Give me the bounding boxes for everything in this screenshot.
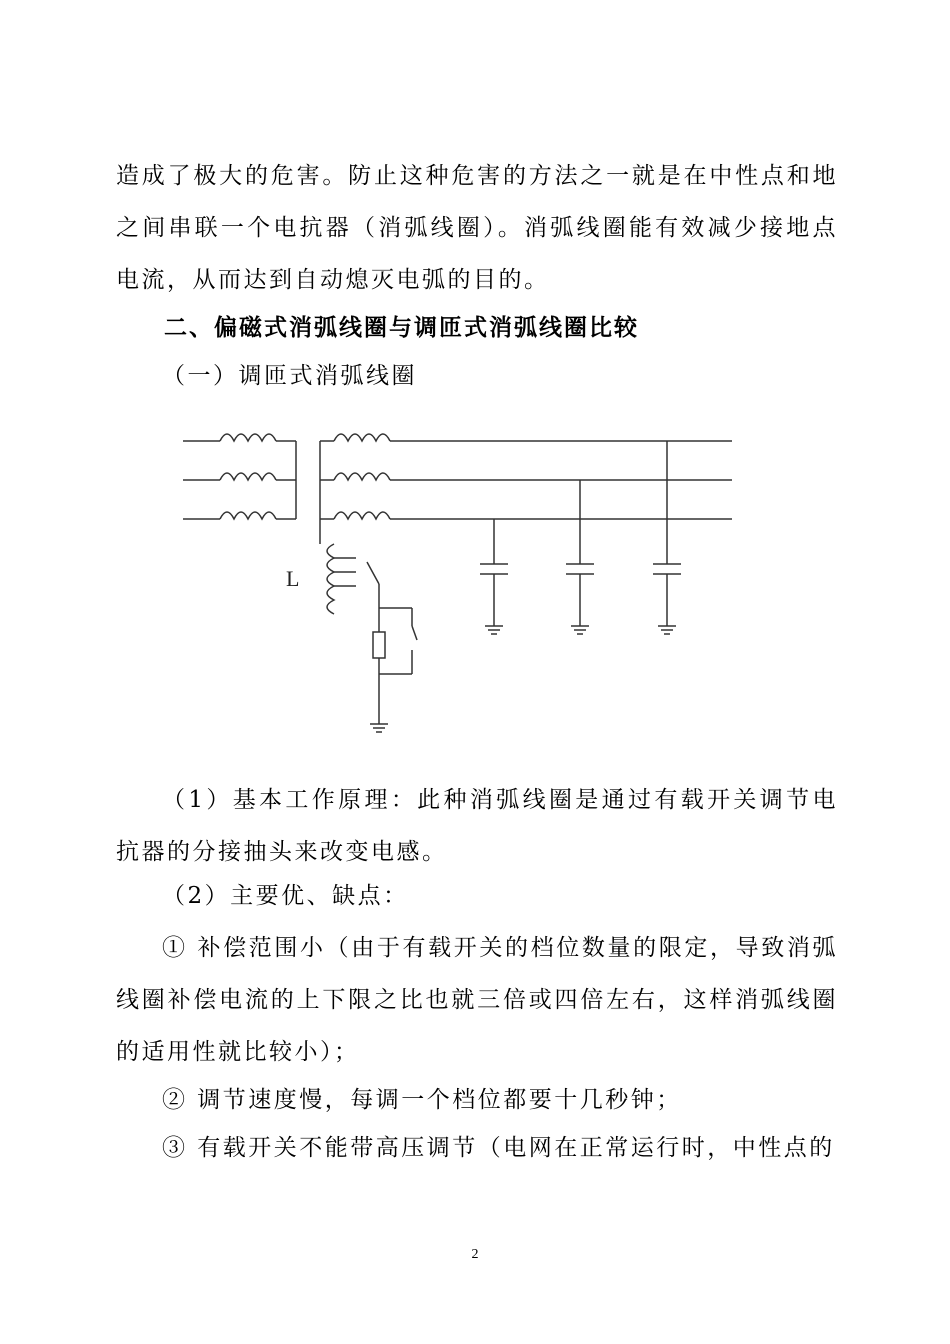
paragraph-intro: 造成了极大的危害。防止这种危害的方法之一就是在中性点和地之间串联一个电抗器（消弧线圈）。消弧线圈能有效减少接地点电流，从而达到自动熄灭电弧的目的。	[116, 163, 838, 293]
arc-suppression-coil-circuit-diagram	[160, 394, 760, 754]
inductor-label: L	[286, 566, 300, 591]
paragraph-pros-cons: （2）主要优、缺点：	[162, 883, 409, 909]
subsection-heading: （一）调匝式消弧线圈	[162, 363, 417, 389]
list-item-3: ③ 有载开关不能带高压调节（电网在正常运行时，中性点的	[162, 1135, 835, 1161]
section-heading: 二、偏磁式消弧线圈与调匝式消弧线圈比较	[164, 315, 639, 341]
paragraph-principle: （1）基本工作原理：此种消弧线圈是通过有载开关调节电抗器的分接抽头来改变电感。	[116, 787, 838, 865]
list-item-2: ② 调节速度慢，每调一个档位都要十几秒钟；	[162, 1087, 682, 1113]
list-item-1: ① 补偿范围小（由于有载开关的档位数量的限定，导致消弧线圈补偿电流的上下限之比也就三倍或四倍左右，这样消弧线圈的适用性就比较小）；	[116, 935, 838, 1065]
page-number: 2	[471, 1247, 479, 1262]
